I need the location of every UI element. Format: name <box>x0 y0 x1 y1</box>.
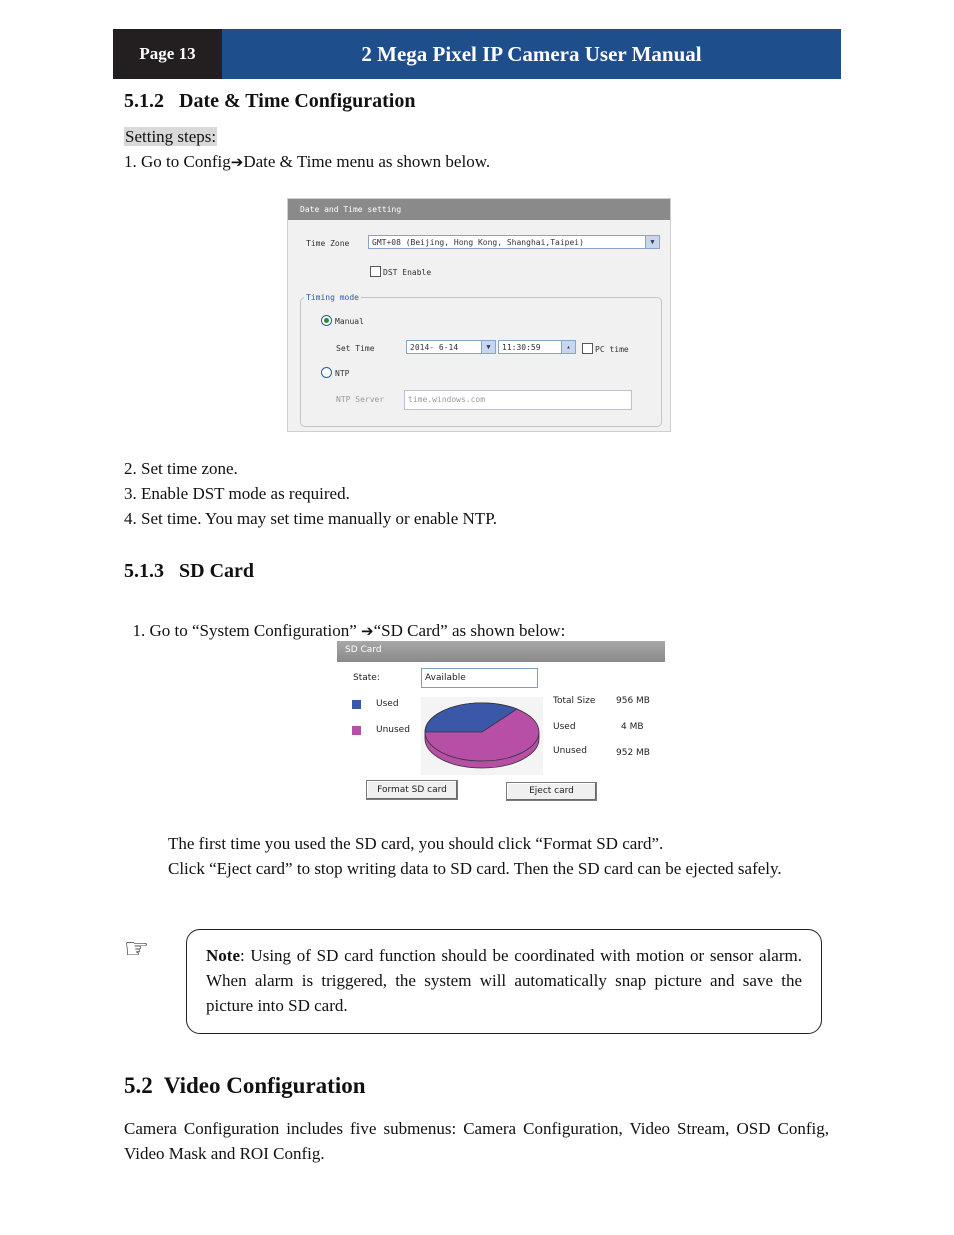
arrow-right-icon: ➔ <box>230 153 244 171</box>
state-field: Available <box>421 668 538 688</box>
section-heading-video-configuration: 5.2 Video Configuration <box>124 1073 366 1098</box>
timing-mode-legend: Timing mode <box>306 293 359 302</box>
panel-title-bar: Date and Time setting <box>288 199 670 220</box>
ntp-server-input[interactable]: time.windows.com <box>404 390 632 410</box>
ntp-server-label: NTP Server <box>336 395 385 404</box>
used-legend-swatch <box>352 700 361 709</box>
eject-card-button[interactable]: Eject card <box>506 782 597 801</box>
unused-legend-swatch <box>352 726 361 735</box>
manual-title: 2 Mega Pixel IP Camera User Manual <box>222 29 841 79</box>
time-zone-select[interactable]: GMT+08 (Beijing, Hong Kong, Shanghai,Taipei) ▼ <box>368 235 660 249</box>
manual-radio[interactable] <box>321 315 332 326</box>
sd-paragraph-2: Click “Eject card” to stop writing data to SD card. Then the SD card can be ejected safely. <box>168 859 782 878</box>
chevron-down-icon: ▼ <box>645 236 659 248</box>
set-time-label: Set Time <box>336 344 375 353</box>
unused-legend-label: Unused <box>376 725 410 735</box>
step-4-text: 4. Set time. You may set time manually or enable NTP. <box>124 509 498 528</box>
step-2-text: 2. Set time zone. <box>124 459 238 478</box>
dst-enable-label: DST Enable <box>383 268 432 277</box>
total-size-value: 956 MB <box>616 696 650 706</box>
unused-size-label: Unused <box>553 746 587 756</box>
unused-size-value: 952 MB <box>616 748 650 758</box>
sd-card-screenshot <box>337 641 665 803</box>
used-size-value: 4 MB <box>621 722 644 732</box>
page-number: Page 13 <box>113 29 222 79</box>
total-size-label: Total Size <box>553 696 596 706</box>
panel-title-bar: SD Card <box>337 641 665 662</box>
date-time-settings-screenshot <box>287 198 671 432</box>
video-config-paragraph: Camera Configuration includes five submenus: Camera Configuration, Video Stream, OSD Config, Video Mask and ROI Config. <box>124 1119 829 1163</box>
used-legend-label: Used <box>376 699 399 709</box>
step-1-text: 1. Go to Config➔Date & Time menu as shown below. <box>124 152 491 171</box>
sd-paragraph-1: The first time you used the SD card, you should click “Format SD card”. <box>168 834 664 853</box>
note-text: Note: Using of SD card function should be coordinated with motion or sensor alarm. When alarm is triggered, the system will automatically snap picture and save the picture into SD card. <box>206 946 802 1015</box>
setting-steps-label: Setting steps: <box>125 127 217 146</box>
usage-pie-chart <box>421 697 543 775</box>
ntp-label: NTP <box>335 369 350 378</box>
step-3-text: 3. Enable DST mode as required. <box>124 484 350 503</box>
used-size-label: Used <box>553 722 576 732</box>
format-sd-card-button[interactable]: Format SD card <box>366 780 458 800</box>
section-heading-date-time: 5.1.2 Date & Time Configuration <box>124 90 416 112</box>
date-picker[interactable]: 2014- 6-14 ▼ <box>406 340 496 354</box>
pointing-hand-icon: ☞ <box>124 932 150 965</box>
pc-time-label: PC time <box>595 345 629 354</box>
sd-step-1-text: 1. Go to “System Configuration” ➔“SD Card” as shown below: <box>132 621 566 640</box>
state-label: State: <box>353 673 380 683</box>
time-zone-label: Time Zone <box>306 239 350 248</box>
manual-label: Manual <box>335 317 364 326</box>
dst-enable-checkbox[interactable] <box>370 266 381 277</box>
time-spinner[interactable]: 11:30:59 ▴ <box>498 340 576 354</box>
arrow-right-icon: ➔ <box>361 622 374 640</box>
chevron-down-icon: ▼ <box>481 341 495 353</box>
ntp-radio[interactable] <box>321 367 332 378</box>
section-heading-sd-card: 5.1.3 SD Card <box>124 560 255 582</box>
pc-time-checkbox[interactable] <box>582 343 593 354</box>
spinner-arrows-icon: ▴ <box>561 341 575 353</box>
